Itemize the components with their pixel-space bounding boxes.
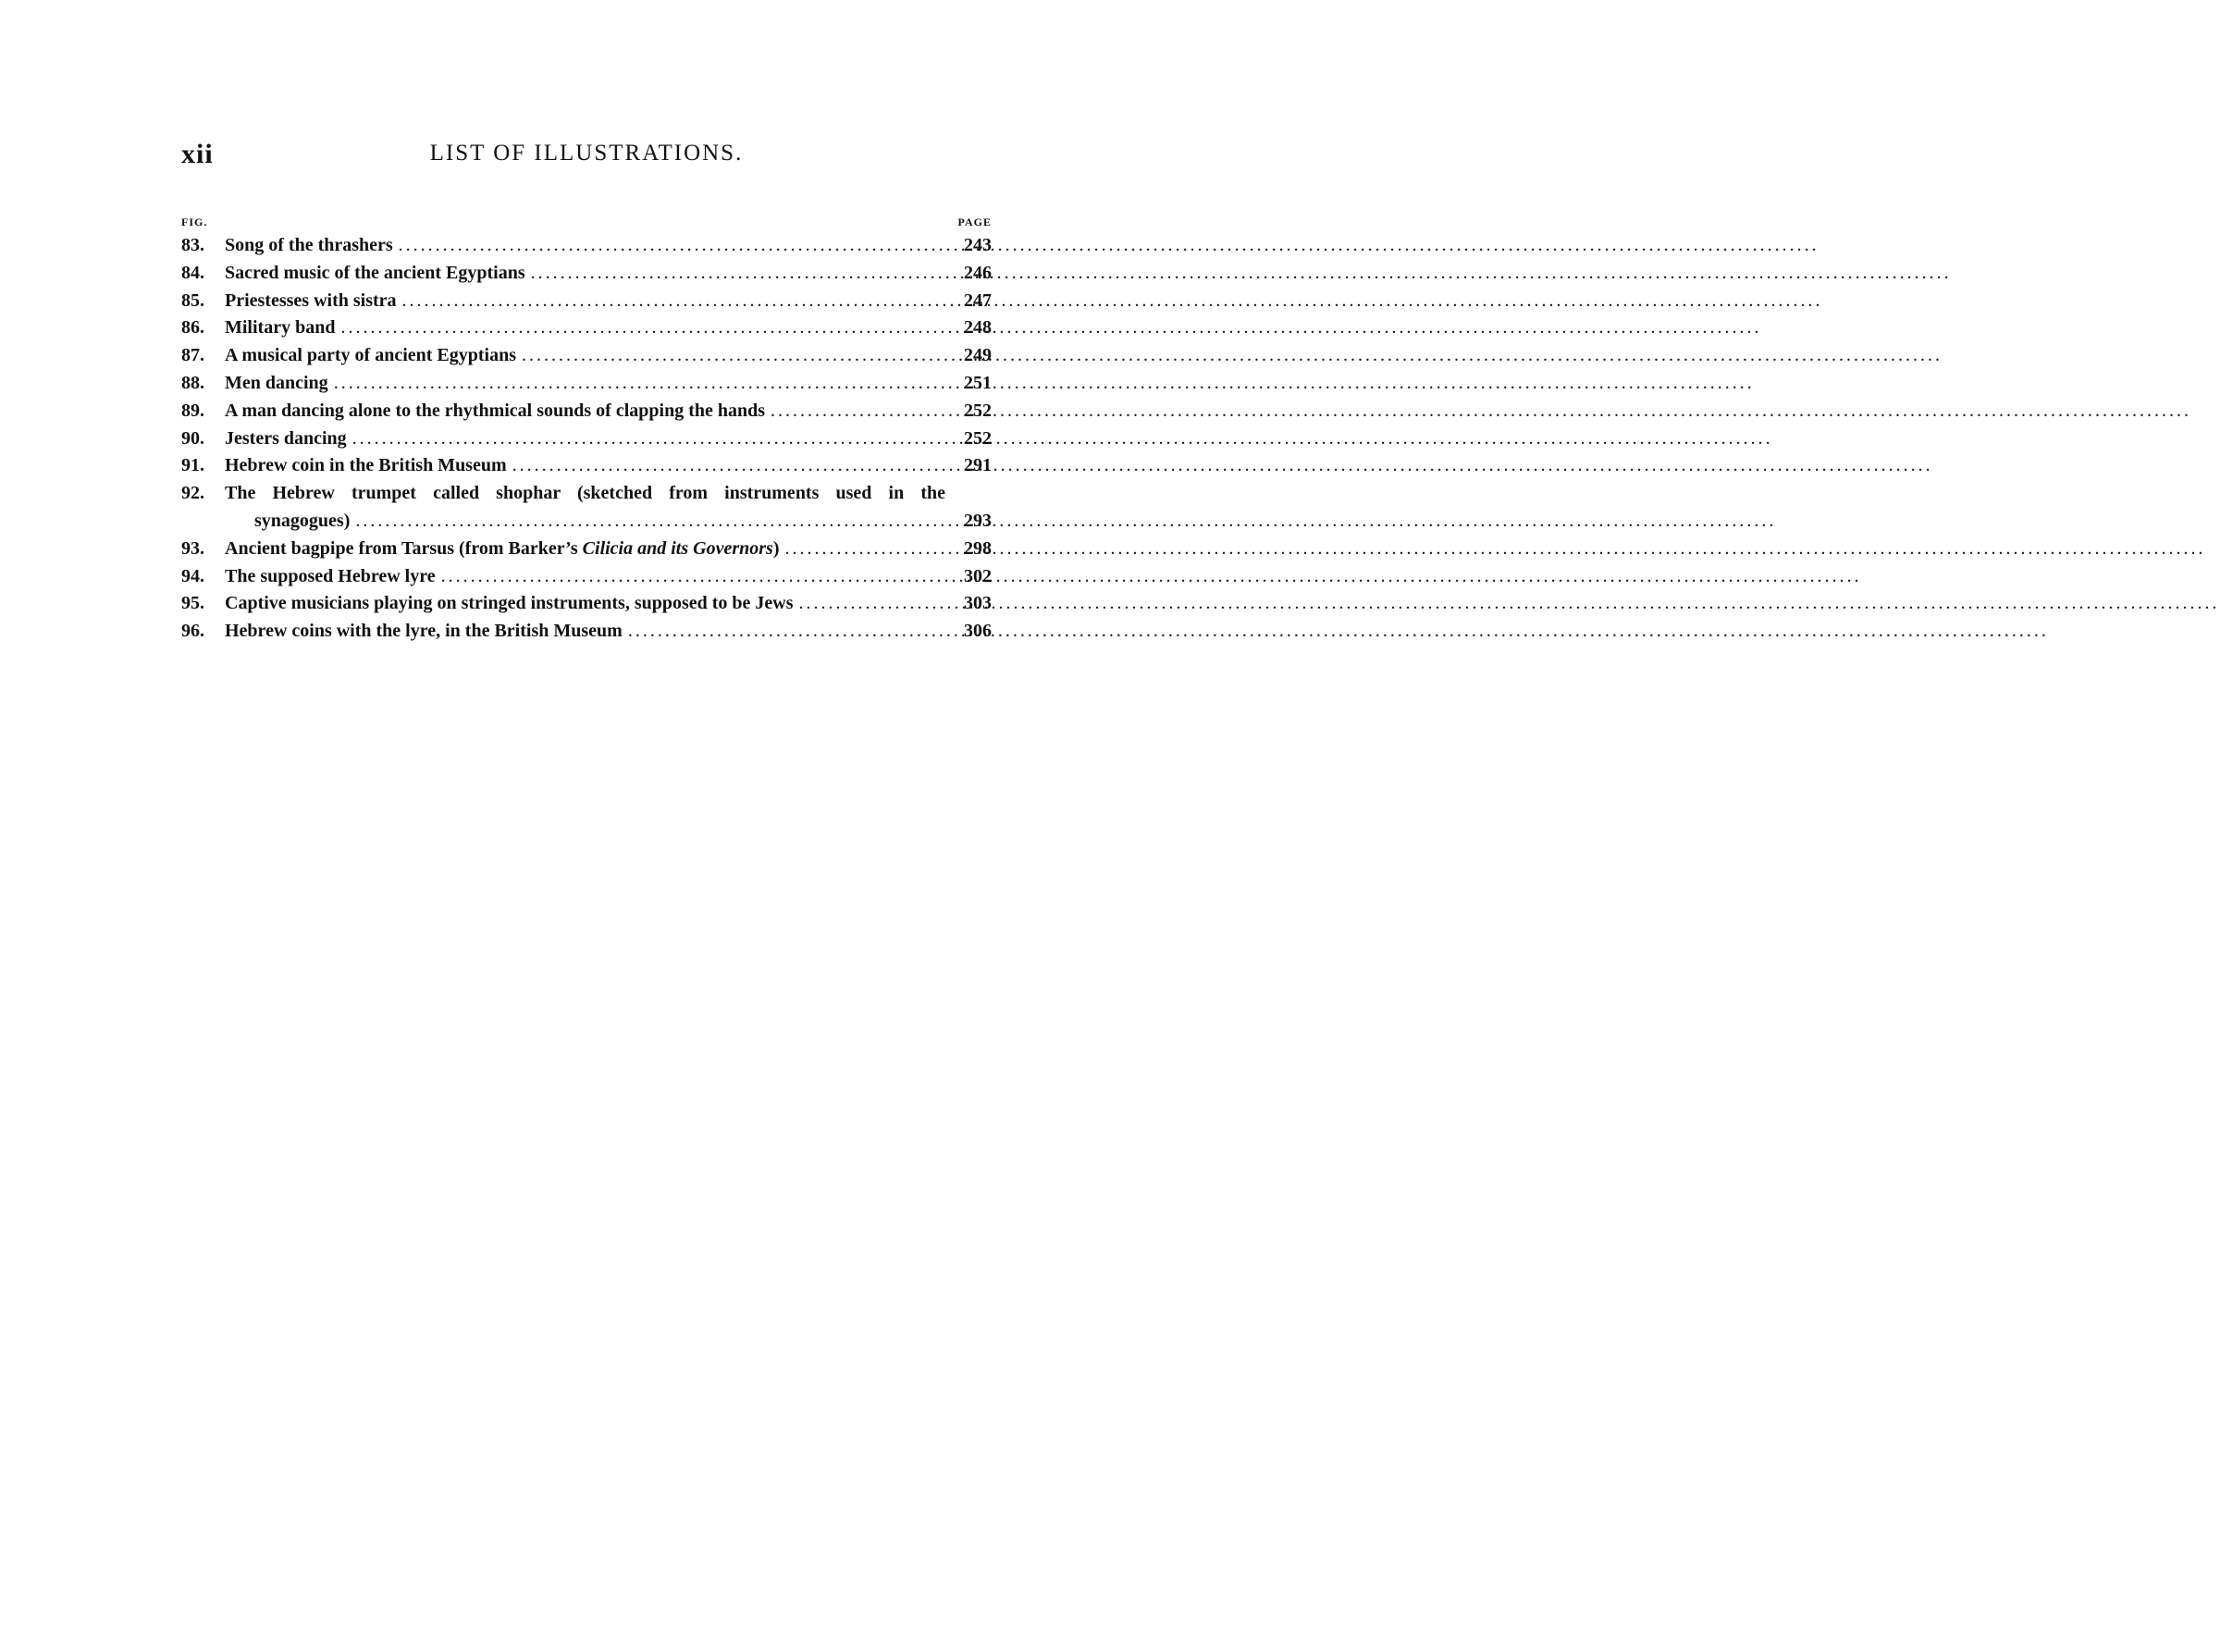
dot-leader: [347, 425, 1773, 453]
page-reference: 252: [964, 400, 992, 421]
page-reference: 291: [964, 455, 992, 476]
dot-leader: [507, 452, 1933, 480]
figure-number: 89.: [181, 400, 204, 421]
figure-caption: A man dancing alone to the rhythmical sounds of clapping the hands: [225, 400, 766, 421]
figure-caption: Hebrew coin in the British Museum: [225, 455, 507, 476]
figure-caption: The supposed Hebrew lyre: [225, 565, 436, 586]
page-reference: 298: [964, 537, 992, 559]
dot-leader: [794, 590, 2220, 618]
page-reference: 293: [964, 510, 992, 531]
list-item: [181, 370, 992, 398]
list-item: [181, 232, 992, 260]
figure-caption-line-1: The Hebrew trumpet called shophar (sketched from instruments used in the: [225, 483, 945, 504]
figure-caption: Men dancing: [225, 372, 328, 393]
figure-caption: [225, 536, 779, 563]
figure-number: 92.: [181, 483, 204, 504]
figure-caption: Military band: [225, 317, 336, 339]
page-number: xii: [181, 139, 214, 169]
figure-caption-line-2: synagogues): [254, 510, 351, 531]
list-item: [181, 563, 992, 591]
list-item: [181, 314, 992, 342]
page-reference: 243: [964, 235, 992, 255]
fig-column-header: FIG.: [181, 216, 208, 228]
list-item: [181, 425, 992, 453]
book-title: Cilicia and its Governors: [582, 537, 773, 559]
dot-leader: [525, 260, 1952, 288]
dot-leader: [623, 618, 2049, 646]
illustrations-list: [181, 210, 992, 646]
caption-text-end: ): [772, 537, 780, 559]
dot-leader: [516, 342, 1942, 370]
figure-number: 90.: [181, 427, 204, 449]
list-item: [181, 536, 992, 563]
caption-text: Ancient bagpipe from Tarsus (from Barker’s: [225, 537, 583, 559]
figure-caption: Captive musicians playing on stringed instruments, supposed to be Jews: [225, 593, 794, 614]
running-head: [181, 139, 992, 176]
figure-caption: Jesters dancing: [225, 427, 347, 449]
dot-leader: [397, 288, 1823, 315]
page-reference: 251: [964, 372, 992, 393]
page-reference: 246: [964, 262, 992, 283]
dot-leader: [436, 563, 1862, 591]
figure-number: 83.: [181, 235, 204, 255]
list-item: [181, 618, 992, 646]
dot-leader: [350, 508, 1776, 536]
figure-number: 94.: [181, 565, 204, 586]
entries-list: [181, 232, 992, 646]
figure-caption: Hebrew coins with the lyre, in the British Museum: [225, 621, 623, 642]
figure-number: 93.: [181, 537, 204, 559]
list-item: [181, 590, 992, 618]
figure-number: 86.: [181, 317, 204, 339]
page-reference: 302: [964, 565, 992, 586]
list-item: [181, 452, 992, 480]
page-reference: 247: [964, 290, 992, 311]
figure-number: 91.: [181, 455, 204, 476]
list-item: [181, 260, 992, 288]
page-column-header: PAGE: [957, 216, 992, 228]
page-reference: 249: [964, 345, 992, 366]
list-item: [181, 342, 992, 370]
figure-caption: Priestesses with sistra: [225, 290, 397, 311]
dot-leader: [393, 232, 1819, 260]
column-headers: [181, 210, 992, 232]
figure-number: 84.: [181, 262, 204, 283]
figure-caption: A musical party of ancient Egyptians: [225, 345, 517, 366]
list-item: [181, 288, 992, 315]
dot-leader: [328, 370, 1755, 398]
page-reference: 248: [964, 317, 992, 339]
page-title: LIST OF ILLUSTRATIONS.: [429, 141, 744, 166]
list-item: [181, 480, 992, 536]
page-reference: 306: [964, 621, 992, 642]
figure-number: 85.: [181, 290, 204, 311]
figure-number: 95.: [181, 593, 204, 614]
figure-caption: Song of the thrashers: [225, 235, 393, 255]
figure-caption: Sacred music of the ancient Egyptians: [225, 262, 525, 283]
list-item: [181, 398, 992, 425]
dot-leader: [779, 536, 2205, 563]
figure-number: 96.: [181, 621, 204, 642]
page-reference: 303: [964, 593, 992, 614]
page-reference: 252: [964, 427, 992, 449]
figure-number: 88.: [181, 372, 204, 393]
dot-leader: [335, 314, 1761, 342]
figure-number: 87.: [181, 345, 204, 366]
